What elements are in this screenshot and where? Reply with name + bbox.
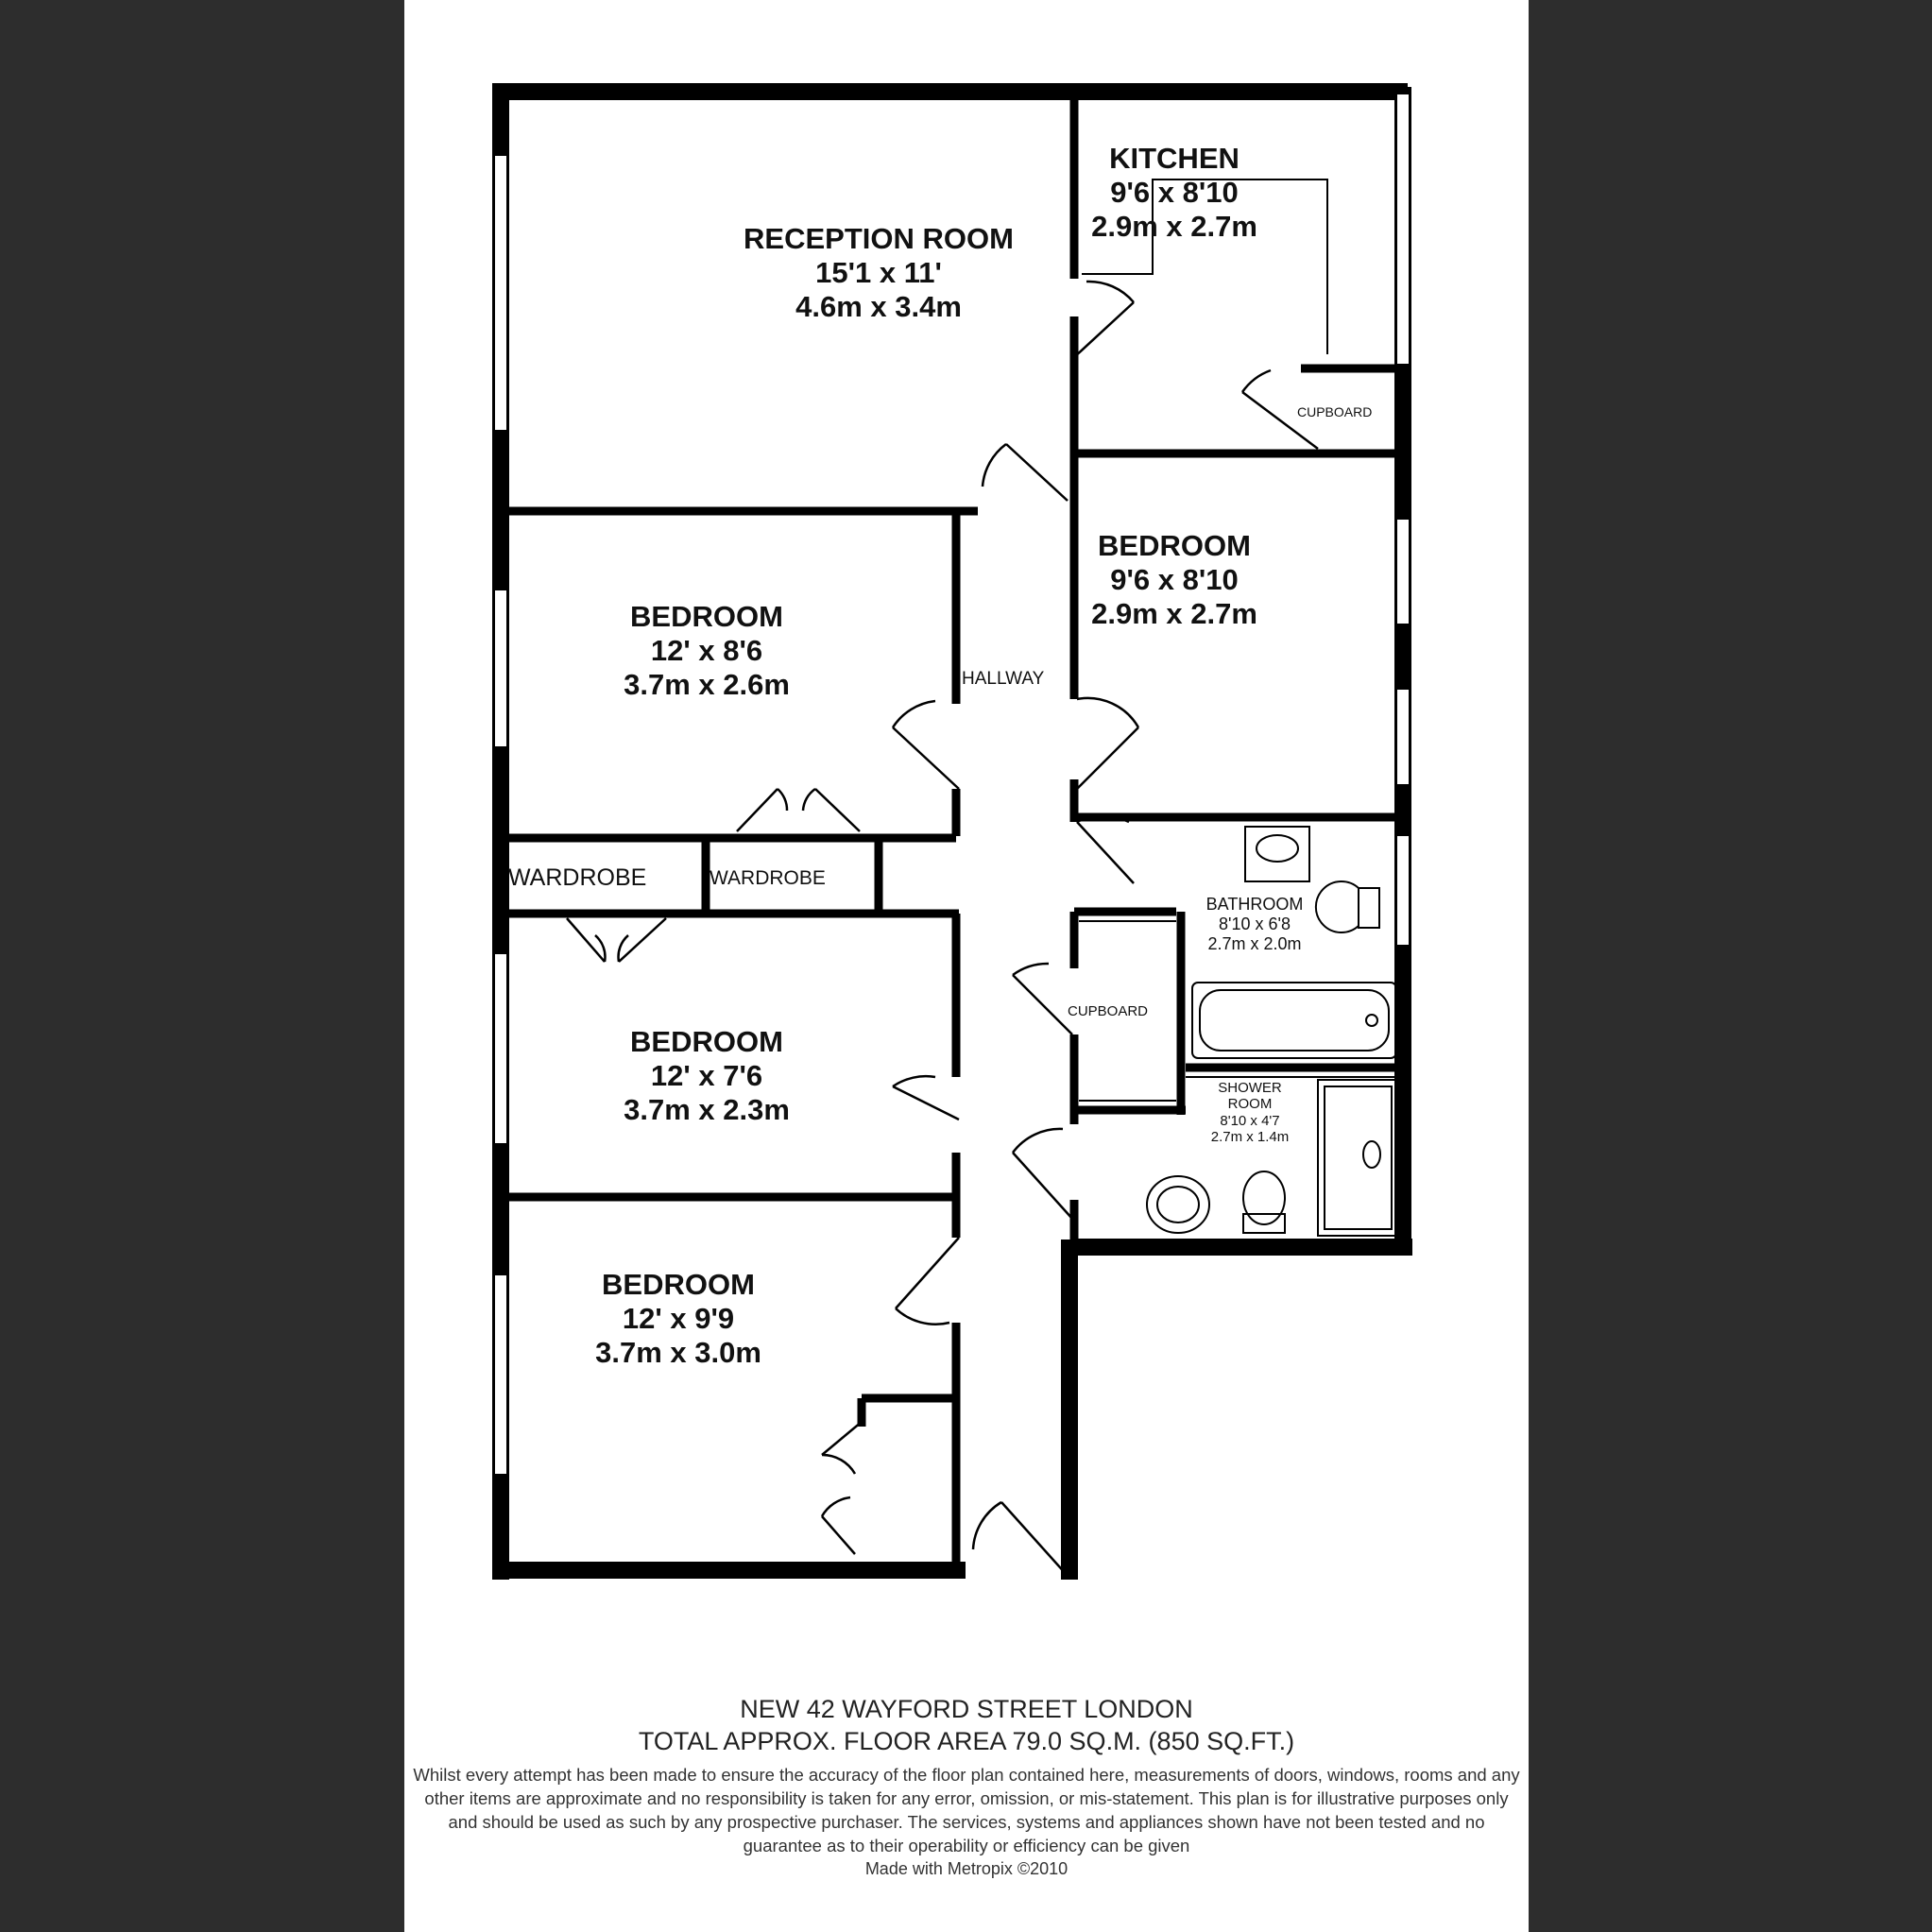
room-name: RECEPTION ROOM bbox=[744, 222, 1014, 255]
room-metric: 4.6m x 3.4m bbox=[795, 289, 962, 323]
reception-room-label bbox=[709, 222, 1049, 324]
room-name: BEDROOM bbox=[1098, 529, 1251, 562]
shower-room-label bbox=[1188, 1080, 1311, 1146]
room-name-line1: SHOWER bbox=[1218, 1080, 1282, 1096]
hallway-label: HALLWAY bbox=[962, 669, 1045, 689]
room-name: BEDROOM bbox=[602, 1268, 755, 1301]
room-metric: 3.7m x 2.6m bbox=[624, 667, 790, 701]
wardrobe-right-label: WARDROBE bbox=[710, 867, 826, 889]
room-metric: 2.7m x 1.4m bbox=[1210, 1129, 1290, 1146]
bedroom-2-label bbox=[603, 1025, 811, 1127]
room-imperial: 12' x 9'9 bbox=[622, 1301, 735, 1335]
bathroom-label bbox=[1184, 895, 1325, 954]
room-imperial: 9'6 x 8'10 bbox=[1110, 562, 1239, 596]
room-name: BATHROOM bbox=[1205, 895, 1304, 914]
room-name: BEDROOM bbox=[630, 1025, 783, 1058]
room-imperial: 8'10 x 4'7 bbox=[1220, 1112, 1280, 1129]
room-name: BEDROOM bbox=[630, 600, 783, 633]
plan-caption bbox=[404, 1693, 1529, 1880]
room-imperial: 12' x 7'6 bbox=[650, 1058, 763, 1092]
wardrobe-left-label: WARDROBE bbox=[508, 864, 647, 891]
room-metric: 2.7m x 2.0m bbox=[1207, 933, 1302, 953]
kitchen-label bbox=[1080, 142, 1269, 244]
bedroom-1-label bbox=[603, 600, 811, 702]
credit-text: Made with Metropix ©2010 bbox=[864, 1859, 1069, 1878]
floor-plan-sheet bbox=[404, 0, 1529, 1932]
room-imperial: 8'10 x 6'8 bbox=[1219, 914, 1291, 933]
kitchen-cupboard-label: CUPBOARD bbox=[1297, 404, 1373, 419]
room-metric: 3.7m x 3.0m bbox=[595, 1335, 761, 1369]
room-imperial: 15'1 x 11' bbox=[815, 255, 942, 289]
bedroom-east-label bbox=[1080, 529, 1269, 631]
room-name: KITCHEN bbox=[1109, 142, 1240, 175]
total-floor-area: TOTAL APPROX. FLOOR AREA 79.0 SQ.M. (850 SQ.FT.) bbox=[638, 1727, 1295, 1755]
property-address: NEW 42 WAYFORD STREET LONDON bbox=[740, 1695, 1193, 1723]
disclaimer-text: Whilst every attempt has been made to ensure the accuracy of the floor plan contained here, measurements of doors, windows, rooms and any other items are approximate and no responsibility is taken for any error, omission, or mis-statement. This plan is for illustrative purposes only and should be used as such by any prospective purchaser. The services, systems and appliances shown have not been tested and no guarantee as to their operability or efficiency can be given bbox=[413, 1765, 1520, 1855]
room-metric: 2.9m x 2.7m bbox=[1091, 596, 1257, 630]
room-metric: 2.9m x 2.7m bbox=[1091, 209, 1257, 243]
room-imperial: 9'6 x 8'10 bbox=[1110, 175, 1239, 209]
room-metric: 3.7m x 2.3m bbox=[624, 1092, 790, 1126]
room-name-line2: ROOM bbox=[1227, 1096, 1273, 1113]
room-imperial: 12' x 8'6 bbox=[650, 633, 763, 667]
bedroom-3-label bbox=[574, 1268, 782, 1370]
hall-cupboard-label: CUPBOARD bbox=[1068, 1003, 1149, 1019]
